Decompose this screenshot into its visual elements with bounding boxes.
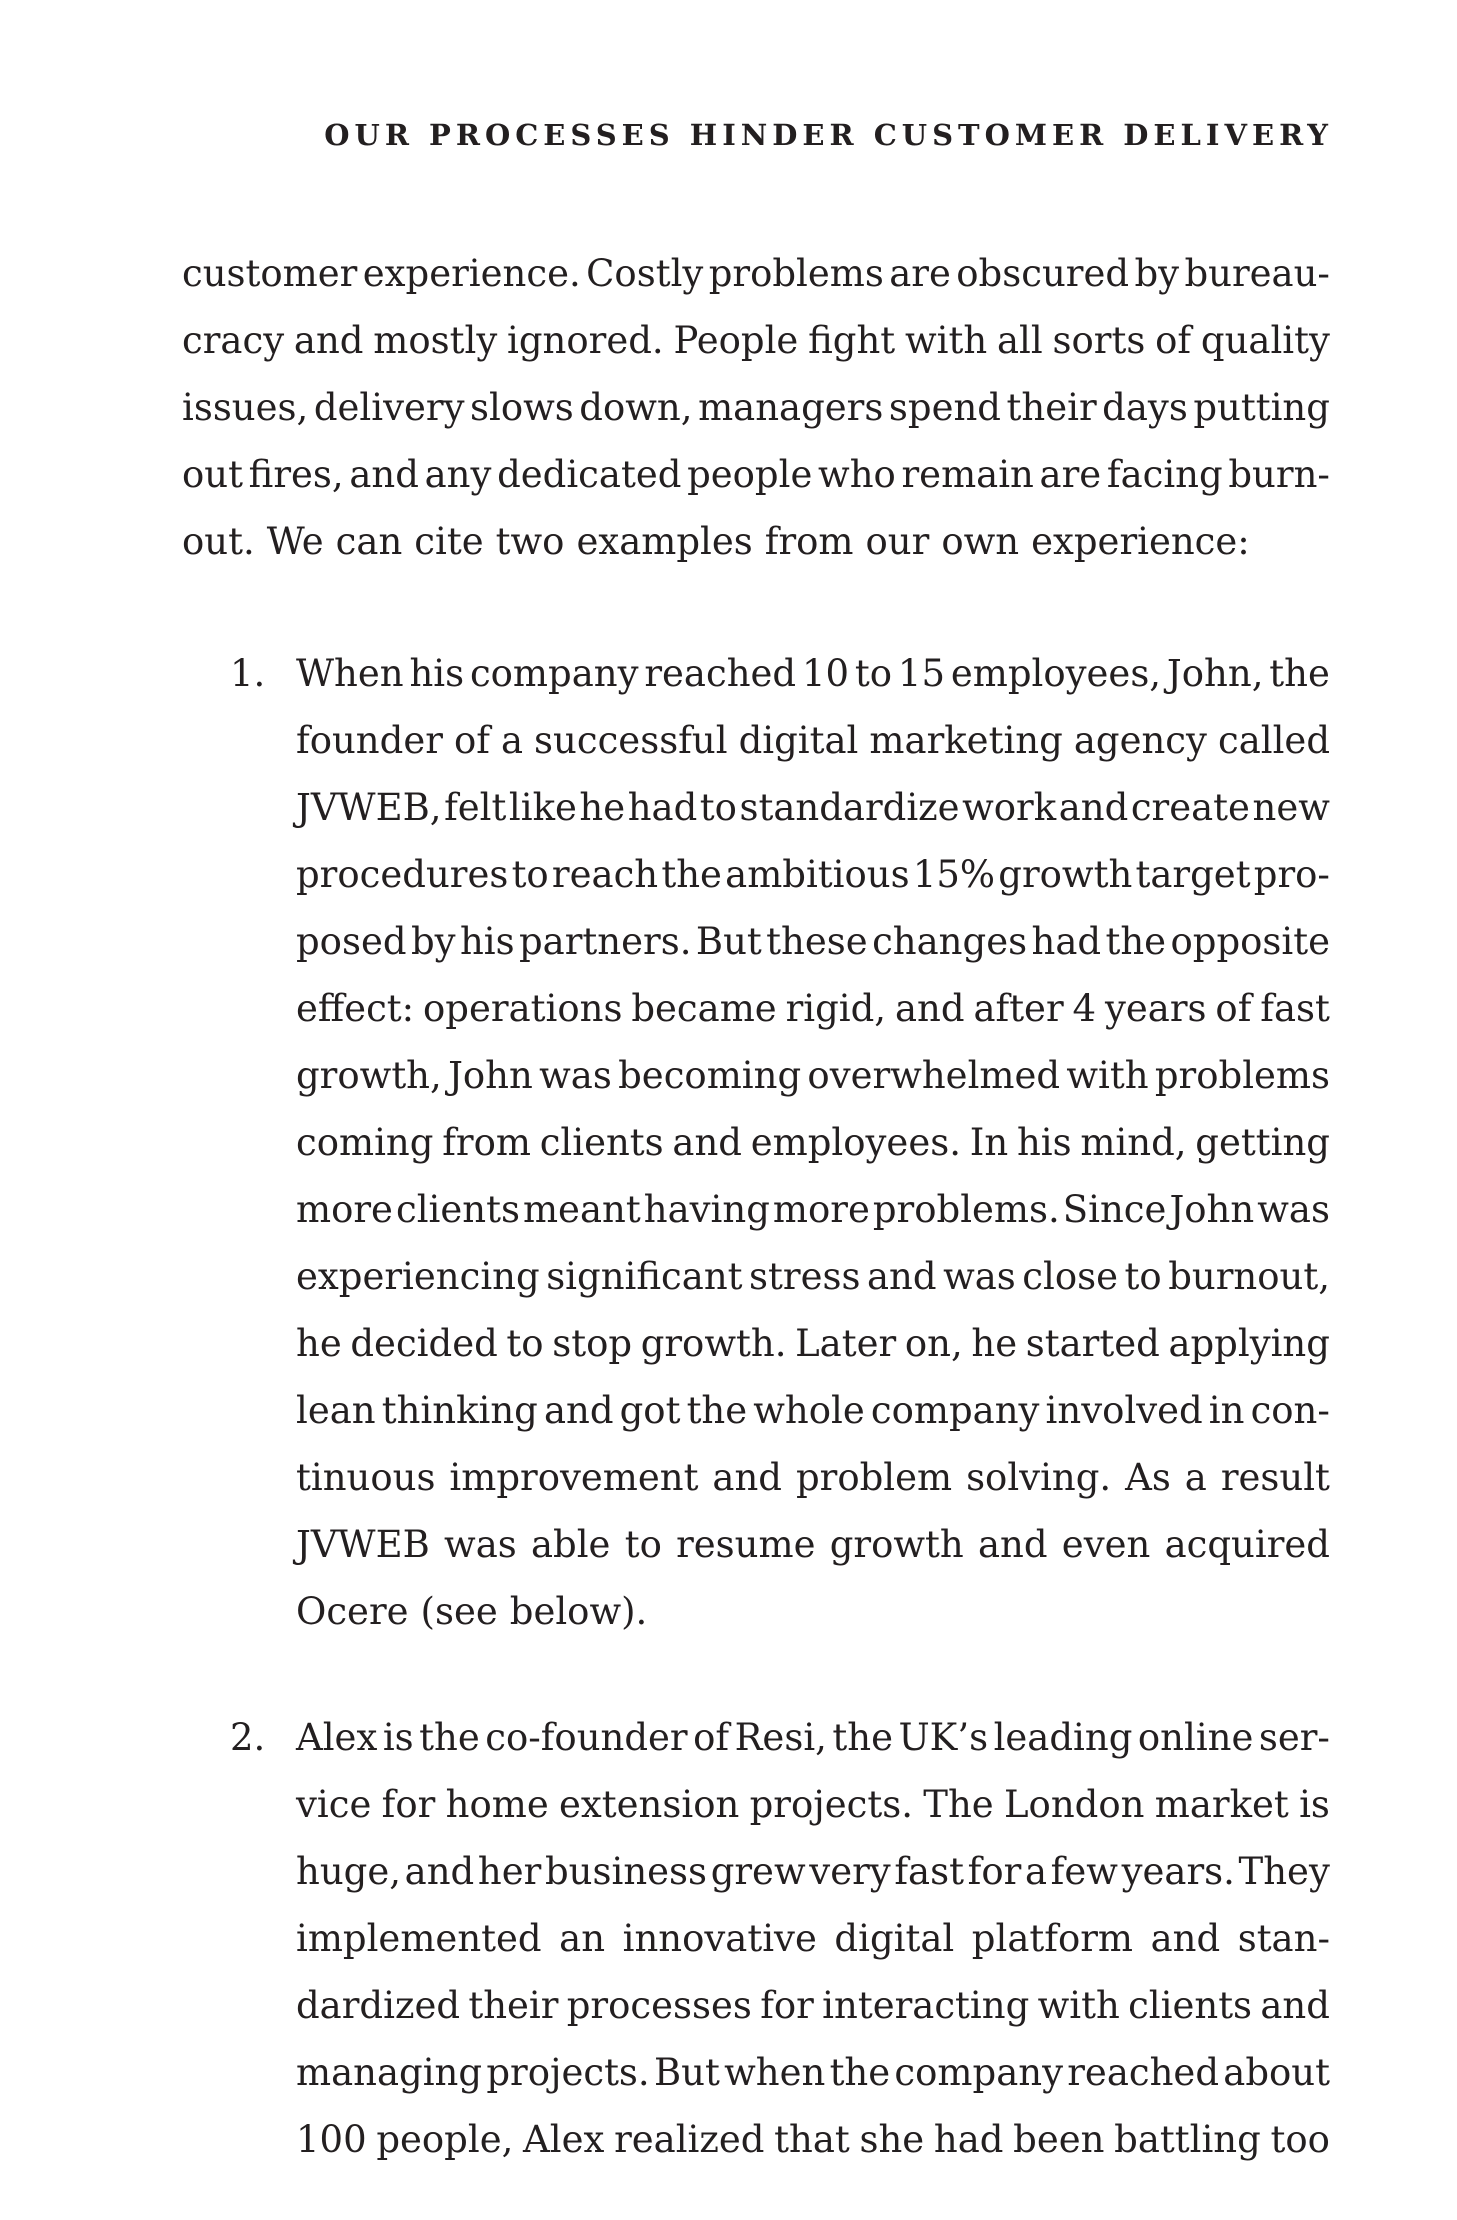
text-line: managing projects. But when the company reached about [296,2051,1330,2094]
text-line: issues, delivery slows down, managers spend their days putting [182,386,1330,429]
text-line: more clients meant having more problems. Since John was [296,1188,1330,1231]
text-line: effect: operations became rigid, and after 4 years of fast [296,987,1330,1030]
text-line: When his company reached 10 to 15 employees, John, the [296,652,1330,695]
list-item-number: 2. [230,1716,266,1759]
intro-paragraph [182,240,1330,575]
text-line: out fires, and any dedicated people who remain are facing burn- [182,453,1330,496]
text-line: cracy and mostly ignored. People fight with all sorts of quality [182,319,1330,362]
text-line: dardized their processes for interacting with clients and [296,1984,1330,2027]
text-line: customer experience. Costly problems are obscured by bureau- [182,252,1330,295]
text-line: founder of a successful digital marketing agency called [296,719,1330,762]
text-line: vice for home extension projects. The London market is [296,1783,1330,1826]
text-line: 100 people, Alex realized that she had been battling too [296,2118,1330,2161]
text-line: experiencing significant stress and was close to burnout, [296,1255,1330,1298]
text-line: coming from clients and employees. In his mind, getting [296,1121,1330,1164]
running-head: OUR PROCESSES HINDER CUSTOMER DELIVERY [324,118,1333,152]
text-line: Ocere (see below). [296,1590,648,1633]
list-item-number: 1. [230,652,266,695]
text-line: huge, and her business grew very fast for a few years. They [296,1850,1330,1893]
text-line: JVWEB was able to resume growth and even acquired [296,1523,1330,1566]
text-line: posed by his partners. But these changes had the opposite [296,920,1330,963]
list-item-text [296,640,1330,1645]
text-line: Alex is the co-founder of Resi, the UK’s leading online ser- [296,1716,1330,1759]
text-line: implemented an innovative digital platform and stan- [296,1917,1330,1960]
text-line: tinuous improvement and problem solving. As a result [296,1456,1330,1499]
text-line: lean thinking and got the whole company involved in con- [296,1389,1330,1432]
text-line: out. We can cite two examples from our own experience: [182,520,1250,563]
text-line: JVWEB, felt like he had to standardize work and create new [296,786,1330,829]
text-line: growth, John was becoming overwhelmed with problems [296,1054,1330,1097]
text-line: procedures to reach the ambitious 15% growth target pro- [296,853,1330,896]
text-line: he decided to stop growth. Later on, he started applying [296,1322,1330,1365]
list-item-text [296,1704,1330,2173]
